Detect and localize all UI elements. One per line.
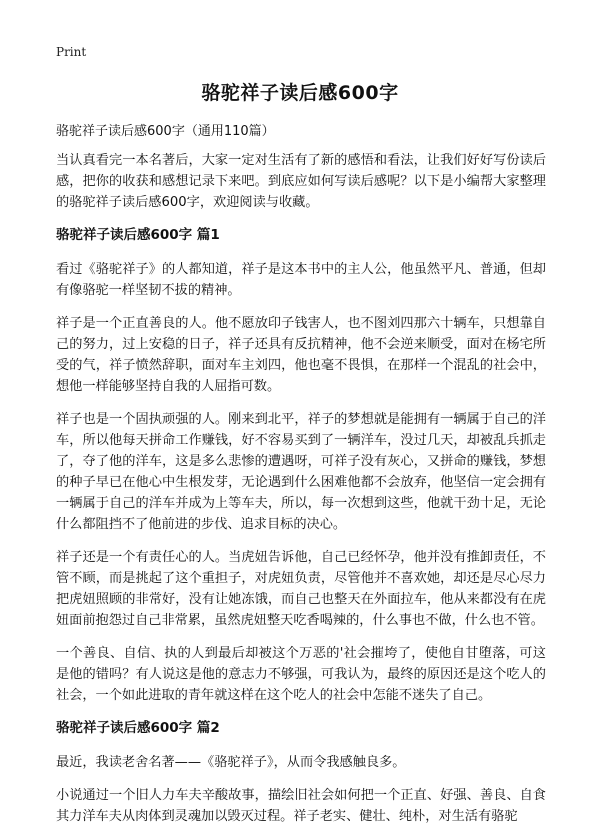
section-heading: 骆驼祥子读后感600字 篇2 <box>56 720 220 736</box>
paragraph: 最近，我读老舍名著——《骆驼祥子》，从而令我感触良多。 <box>56 755 406 770</box>
section-1 <box>56 225 546 706</box>
intro-paragraph: 当认真看完一本名著后，大家一定对生活有了新的感悟和看法，让我们好好写份读后感，把你的收获和感想记录下来吧。到底应如何写读后感呢？以下是小编帮大家整理的骆驼祥子读后感600字，欢迎阅读与收藏。 <box>56 153 546 210</box>
document-subtitle: 骆驼祥子读后感600字（通用110篇） <box>56 124 275 139</box>
print-link[interactable]: Print <box>56 45 87 59</box>
paragraph: 看过《骆驼祥子》的人都知道，祥子是这本书中的主人公，他虽然平凡、普通，但却有像骆驼一样坚韧不拔的精神。 <box>56 262 546 298</box>
paragraph: 祥子也是一个固执顽强的人。刚来到北平，祥子的梦想就是能拥有一辆属于自己的洋车，所以他每天拼命工作赚钱，好不容易买到了一辆洋车，没过几天，却被乱兵抓走了，夺了他的洋车，这是多么悲惨的遭遇呀，可祥子没有灰心，又拼命的赚钱，梦想的种子早已在他心中生根发芽，无论遇到什么困难他都不会放弃，他坚信一定会拥有一辆属于自己的洋车并成为上等车夫，所以，每一次想到这些，他就干劲十足，无论什么都阻挡不了他前进的步伐、追求目标的决心。 <box>56 412 546 532</box>
document-title: 骆驼祥子读后感600字 <box>201 82 399 104</box>
paragraph: 祥子是一个正直善良的人。他不愿放印子钱害人，也不图刘四那六十辆车，只想靠自己的努力，过上安稳的日子，祥子还具有反抗精神，他不会逆来顺受，面对在杨宅所受的气，祥子愤然辞职，面对车主刘四，他也毫不畏惧，在那样一个混乱的社会中，想他一样能够坚持自我的人屈指可数。 <box>56 316 546 394</box>
paragraph: 小说通过一个旧人力车夫辛酸故事，描绘旧社会如何把一个正直、好强、善良、自食其力洋车夫从肉体到灵魂加以毁灭过程。祥子老实、健壮、纯朴，对生活有骆驼 <box>56 788 546 824</box>
paragraph: 一个善良、自信、执的人到最后却被这个万恶的'社会摧垮了，使他自甘堕落，可这是他的错吗？有人说这是他的意志力不够强，可我认为，最终的原因还是这个吃人的社会，一个如此进取的青年就这样在这个吃人的社会中怎能不迷失了自己。 <box>56 646 546 703</box>
section-2 <box>56 718 546 827</box>
document-body <box>56 150 546 828</box>
paragraph: 祥子还是一个有责任心的人。当虎妞告诉他，自己已经怀孕，他并没有推卸责任，不管不顾，而是挑起了这个重担子，对虎妞负责，尽管他并不喜欢她，却还是尽心尽力把虎妞照顾的非常好，没有让她冻饿，而自己也整天在外面拉车，他从来都没有在虎妞面前抱怨过自己非常累，虽然虎妞整天吃香喝辣的，什么事也不做，什么也不管。 <box>56 550 546 628</box>
section-heading: 骆驼祥子读后感600字 篇1 <box>56 227 220 243</box>
